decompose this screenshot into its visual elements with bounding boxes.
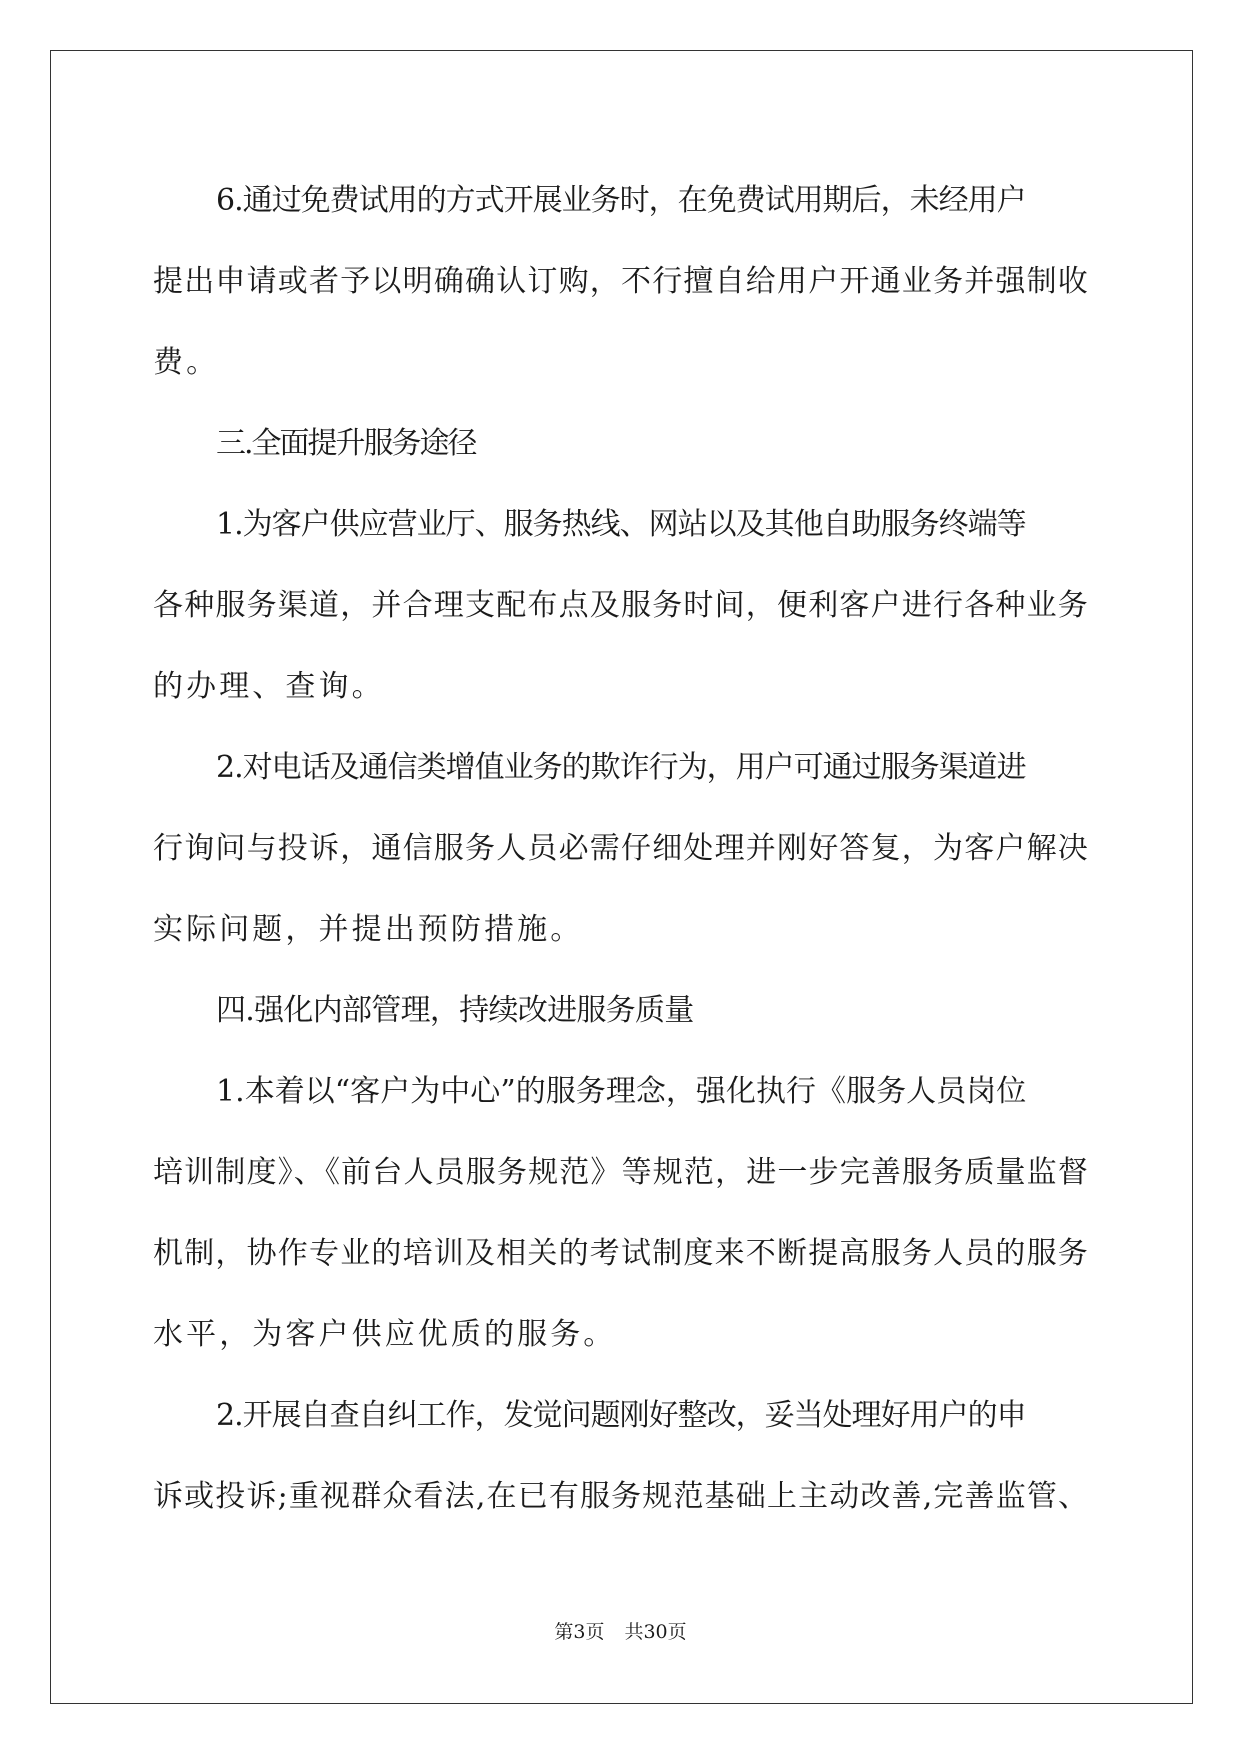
paragraph-line: [153, 1213, 1092, 1294]
text-line: 三.全面提升服务途径: [216, 426, 476, 461]
document-body: [153, 160, 1092, 1537]
text-line: 费。: [153, 345, 220, 380]
paragraph-line: [153, 889, 1092, 970]
text-line: 各种服务渠道，并合理支配布点及服务时间，便利客户进行各种业务: [153, 588, 1089, 623]
total-page-count: 共30页: [624, 1621, 687, 1643]
paragraph-line: [153, 1375, 1092, 1456]
paragraph-line: [153, 1456, 1092, 1537]
text-line: 的办理、查询。: [153, 669, 385, 704]
text-line: 机制，协作专业的培训及相关的考试制度来不断提高服务人员的服务: [153, 1236, 1089, 1271]
text-line: 行询问与投诉，通信服务人员必需仔细处理并刚好答复，为客户解决: [153, 831, 1089, 866]
paragraph-line: [153, 646, 1092, 727]
paragraph-line: [153, 1051, 1092, 1132]
current-page-number: 第3页: [554, 1621, 605, 1643]
text-line: 2.对电话及通信类增值业务的欺诈行为，用户可通过服务渠道进: [216, 750, 1026, 785]
text-line: 实际问题，并提出预防措施。: [153, 912, 584, 947]
text-line: 诉或投诉;重视群众看法,在已有服务规范基础上主动改善,完善监管、: [153, 1479, 1090, 1514]
paragraph-line: [153, 322, 1092, 403]
text-line: 提出申请或者予以明确确认订购，不行擅自给用户开通业务并强制收: [153, 264, 1089, 299]
section-heading: [153, 403, 1092, 484]
paragraph-line: [153, 727, 1092, 808]
text-line: 2.开展自查自纠工作，发觉问题刚好整改，妥当处理好用户的申: [216, 1398, 1026, 1433]
text-line: 四.强化内部管理，持续改进服务质量: [216, 993, 694, 1028]
page-footer: [0, 1617, 1241, 1644]
text-line: 1.为客户供应营业厅、服务热线、网站以及其他自助服务终端等: [216, 507, 1026, 542]
text-line: 6.通过免费试用的方式开展业务时，在免费试用期后，未经用户: [216, 183, 1026, 218]
text-line: 水平，为客户供应优质的服务。: [153, 1317, 617, 1352]
paragraph-line: [153, 565, 1092, 646]
paragraph-line: [153, 1294, 1092, 1375]
paragraph-line: [153, 808, 1092, 889]
section-heading: [153, 970, 1092, 1051]
paragraph-line: [153, 1132, 1092, 1213]
text-line: 培训制度》、《前台人员服务规范》等规范，进一步完善服务质量监督: [153, 1155, 1089, 1190]
paragraph-line: [153, 160, 1092, 241]
paragraph-line: [153, 241, 1092, 322]
paragraph-line: [153, 484, 1092, 565]
text-line: 1.本着以“客户为中心”的服务理念，强化执行《服务人员岗位: [216, 1074, 1027, 1109]
